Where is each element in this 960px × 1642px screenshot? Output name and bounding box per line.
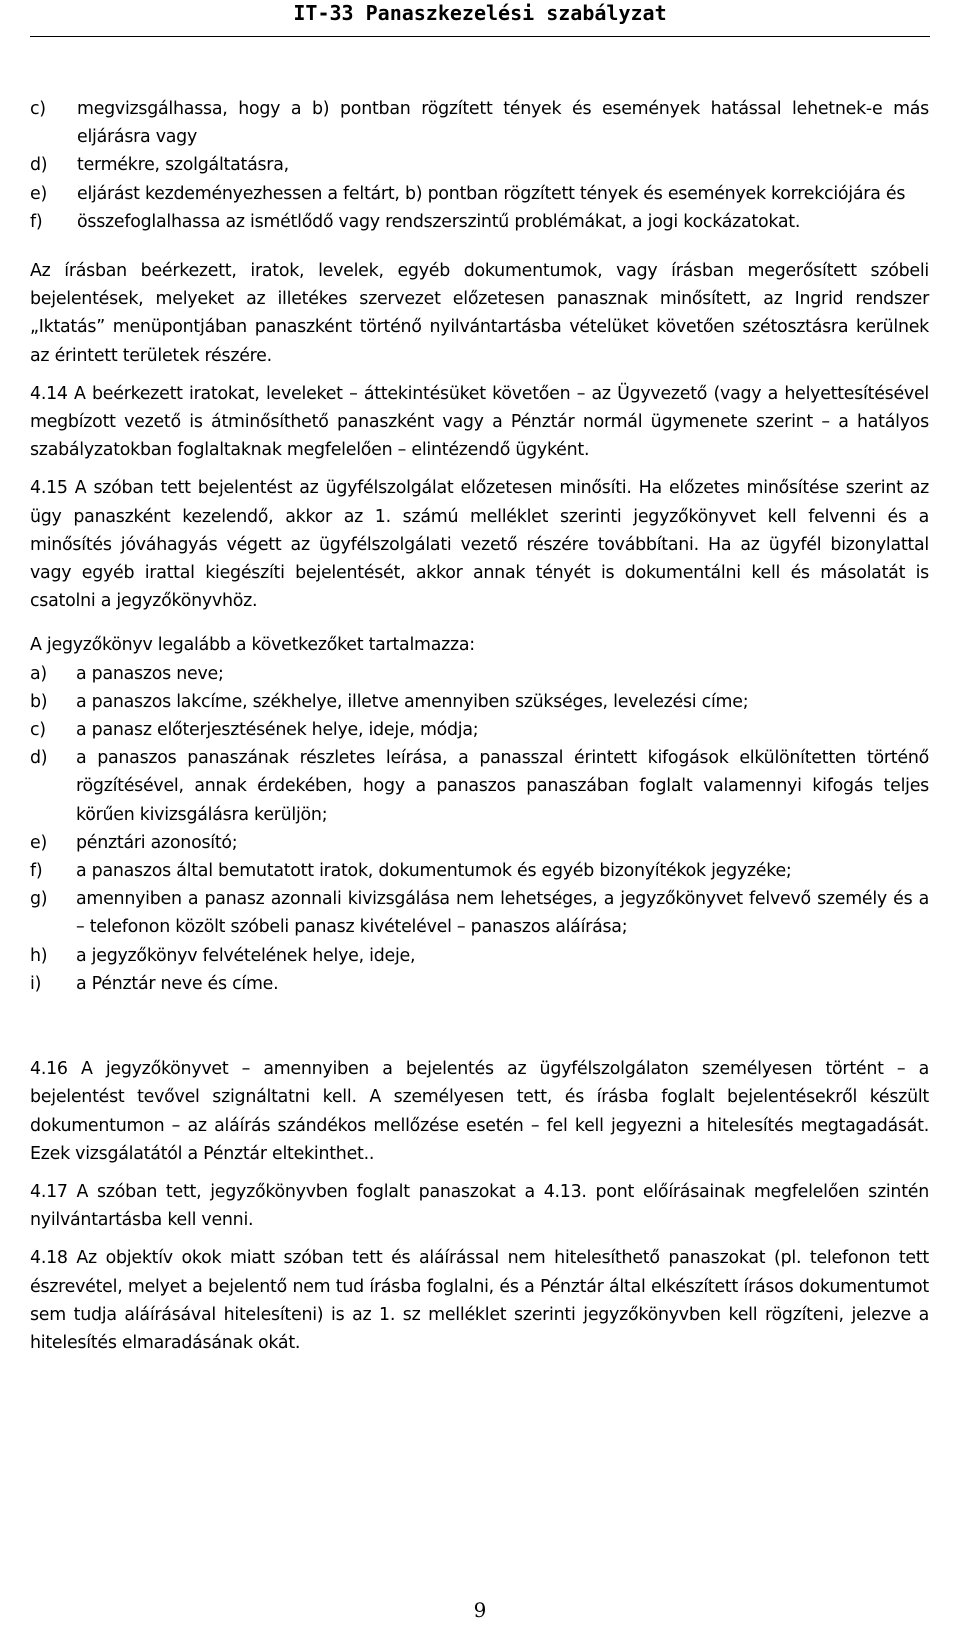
list-item	[30, 208, 929, 236]
list-item-label: f)	[30, 211, 43, 232]
list-item-text: megvizsgálhassa, hogy a b) pontban rögzített tények és események hatással lehetnek-e más eljárásra vagy	[77, 99, 929, 148]
list-item	[30, 857, 929, 885]
list-item	[30, 942, 929, 970]
document-title: IT-33 Panaszkezelési szabályzat	[293, 1, 667, 25]
list-item-label: c)	[30, 99, 46, 119]
requirements-list	[30, 660, 929, 998]
list-item	[30, 716, 929, 744]
list-item-label: f)	[30, 861, 43, 882]
paragraph-4-18: 4.18 Az objektív okok miatt szóban tett és aláírással nem hitelesíthető panaszokat (pl. telefonon tett észrevétel, melyet a bejelentő nem tud írásba foglalni, és a Pénztár által elkészített írásos dokumentumot sem tudja aláírásával hitelesíteni) is az 1. sz melléklet szerinti jegyzőkönyvben kell rögzíteni, jelezve a hitelesítés elmaradásának okát.	[30, 1248, 929, 1353]
paragraph-4-15: 4.15 A szóban tett bejelentést az ügyfélszolgálat előzetesen minősíti. Ha előzetes minősítése szerint az ügy panaszként kezelendő, akkor az 1. számú melléklet szerinti jegyzőkönyvet kell felvenni és a minősítés jóváhagyás végett az ügyfélszolgálati vezető részére továbbítani. Ha az ügyfél bizonylattal vagy egyéb irattal kiegészíti bejelentését, akkor annak tényét is dokumentálni kell és másolatát is csatolni a jegyzőkönyvhöz.	[30, 478, 929, 612]
list-item-label: c)	[30, 720, 46, 741]
list-item-label: d)	[30, 748, 48, 769]
paragraph-4-17: 4.17 A szóban tett, jegyzőkönyvben foglalt panaszokat a 4.13. pont előírásainak megfelelően szintén nyilvántartásba kell venni.	[30, 1181, 929, 1231]
list-item	[30, 885, 929, 941]
list-item-text: a panaszos neve;	[76, 663, 224, 684]
list-item-text: a panaszos által bemutatott iratok, dokumentumok és egyéb bizonyítékok jegyzéke;	[76, 861, 792, 882]
list-item-label: g)	[30, 889, 48, 910]
list-item	[30, 95, 929, 151]
list-item-text: eljárást kezdeményezhessen a feltárt, b) pontban rögzített tények és események korrekciójára és	[77, 183, 906, 204]
list-item-text: pénztári azonosító;	[76, 832, 238, 853]
list-item-label: b)	[30, 691, 48, 712]
list-item-text: a panaszos lakcíme, székhelye, illetve amennyiben szükséges, levelezési címe;	[76, 691, 749, 712]
list-item-label: d)	[30, 155, 48, 176]
list-item-text: a Pénztár neve és címe.	[76, 973, 279, 994]
paragraph-4-14: 4.14 A beérkezett iratokat, leveleket – áttekintésüket követően – az Ügyvezető (vagy a helyettesítésével megbízott vezető is átminősíthető panaszként vagy a Pénztár normál ügymenete szerint – a hatályos szabályzatokban foglaltaknak megfelelően – elintézendő ügyként.	[30, 383, 929, 461]
page-number: 9	[473, 1598, 487, 1622]
paragraph-4-16: 4.16 A jegyzőkönyvet – amennyiben a bejelentés az ügyfélszolgálaton személyesen történt – a bejelentést tevővel szignáltatni kell. A személyesen tett, és írásba foglalt bejelentésekről készült dokumentumon – az aláírás szándékos mellőzése esetén – fel kell jegyezni a hitelesítés megtagadását. Ezek vizsgálatától a Pénztár eltekinthet..	[30, 1059, 929, 1164]
list-item	[30, 688, 929, 716]
list-item	[30, 660, 929, 688]
list-item	[30, 151, 929, 179]
list-item-text: a panaszos panaszának részletes leírása, a panasszal érintett kifogások elkülönítetten történő rögzítésével, annak érdekében, hogy a panaszos panaszában foglalt valamennyi kifogás teljes körűen kivizsgálásra kerüljön;	[76, 748, 929, 825]
page-header	[30, 0, 930, 37]
list-item	[30, 829, 929, 857]
list-item	[30, 744, 929, 829]
list-item-label: i)	[30, 973, 42, 994]
list-item-label: a)	[30, 663, 47, 684]
list-item-label: e)	[30, 183, 47, 204]
purpose-list	[30, 95, 929, 236]
document-body	[30, 95, 929, 1357]
list-item	[30, 180, 929, 208]
list-item-text: összefoglalhassa az ismétlődő vagy rendszerszintű problémákat, a jogi kockázatokat.	[77, 211, 801, 232]
paragraph-written-submissions: Az írásban beérkezett, iratok, levelek, egyéb dokumentumok, vagy írásban megerősített szóbeli bejelentések, melyeket az illetékes szervezet előzetesen panasznak minősített, az Ingrid rendszer „Iktatás” menüpontjában panaszként történő nyilvántartásba vételüket követően szétosztásra kerülnek az érintett területek részére.	[30, 261, 929, 366]
list-item-label: h)	[30, 945, 48, 966]
list-item-text: termékre, szolgáltatásra,	[77, 155, 289, 176]
requirements-intro: A jegyzőkönyv legalább a következőket tartalmazza:	[30, 635, 475, 656]
list-item	[30, 970, 929, 998]
list-item-text: a panasz előterjesztésének helye, ideje, módja;	[76, 720, 479, 741]
list-item-text: a jegyzőkönyv felvételének helye, ideje,	[76, 945, 416, 966]
list-item-text: amennyiben a panasz azonnali kivizsgálása nem lehetséges, a jegyzőkönyvet felvevő személy és a – telefonon közölt szóbeli panasz kivételével – panaszos aláírása;	[76, 889, 929, 938]
list-item-label: e)	[30, 832, 47, 853]
